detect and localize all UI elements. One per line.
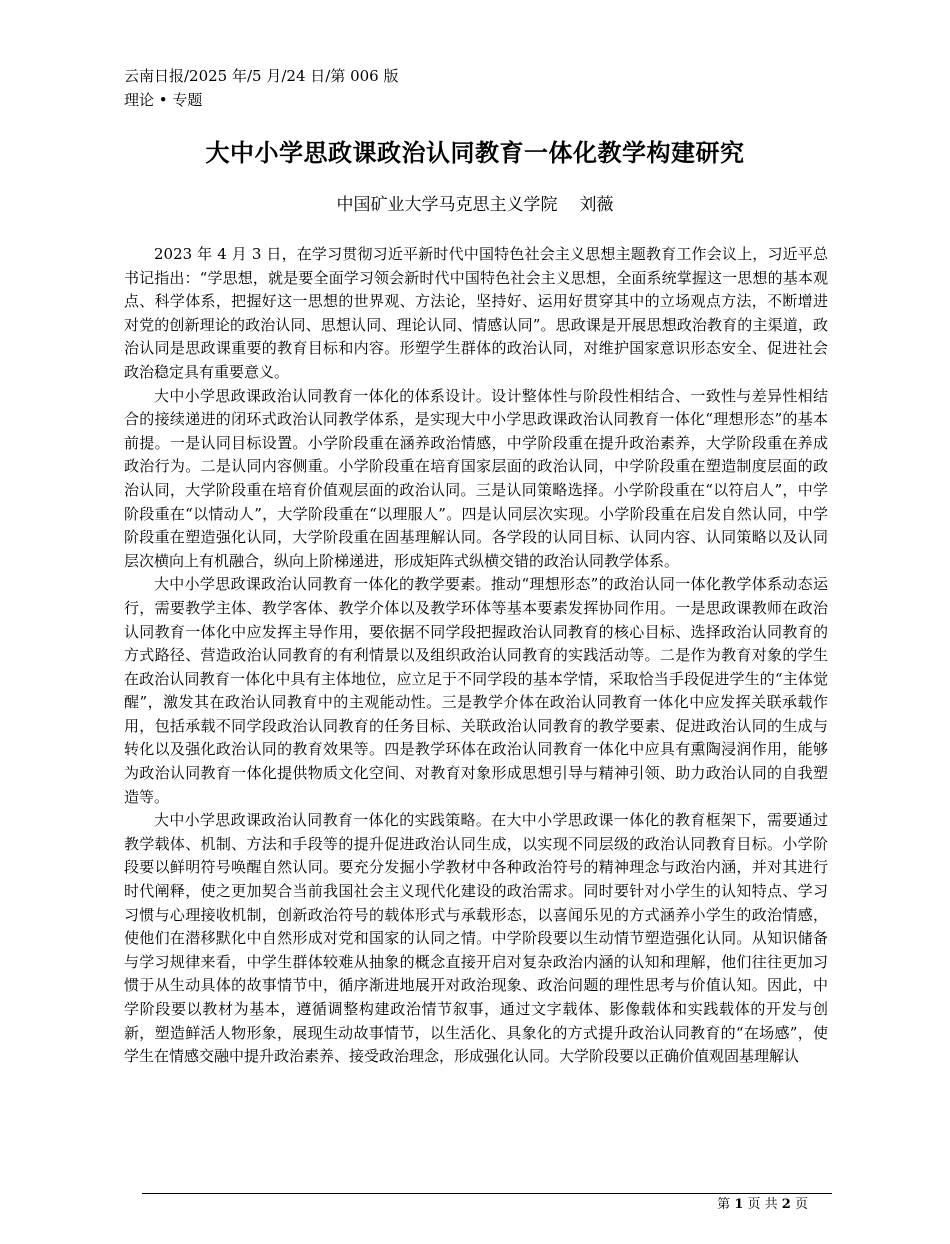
paragraph-intro: 2023 年 4 月 3 日，在学习贯彻习近平新时代中国特色社会主义思想主题教育工作会议上，习近平总书记指出：“学思想，就是要全面学习领会新时代中国特色社会主义思想，全面系统掌握这一思想的基本观点、科学体系，把握好这一思想的世界观、方法论，坚持好、运用好贯穿其中的立场观点方法，不断增进对党的创新理论的政治认同、思想认同、理论认同、情感认同”。思政课是开展思想政治教育的主渠道，政治认同是思政课重要的教育目标和内容。形塑学生群体的政治认同，对维护国家意识形态安全、促进社会政治稳定具有重要意义。 bbox=[124, 245, 828, 381]
article-body bbox=[124, 243, 828, 1069]
page-number bbox=[717, 1196, 808, 1214]
paragraph-system-design: 大中小学思政课政治认同教育一体化的体系设计。设计整体性与阶段性相结合、一致性与差异性相结合的接续递进的闭环式政治认同教学体系，是实现大中小学思政课政治认同教育一体化“理想形态”的基本前提。一是认同目标设置。小学阶段重在涵养政治情感，中学阶段重在提升政治素养，大学阶段重在养成政治行为。二是认同内容侧重。小学阶段重在培育国家层面的政治认同，中学阶段重在塑造制度层面的政治认同，大学阶段重在培育价值观层面的政治认同。三是认同策略选择。小学阶段重在“以符启人”，中学阶段重在“以情动人”，大学阶段重在“以理服人”。四是认同层次实现。小学阶段重在启发自然认同，中学阶段重在塑造强化认同，大学阶段重在固基理解认同。各学段的认同目标、认同内容、认同策略以及认同层次横向上有机融合，纵向上阶梯递进，形成矩阵式纵横交错的政治认同教学体系。 bbox=[124, 386, 828, 570]
page-total: 2 bbox=[781, 1197, 791, 1212]
paragraph-teaching-elements: 大中小学思政课政治认同教育一体化的教学要素。推动“理想形态”的政治认同一体化教学体系动态运行，需要教学主体、教学客体、教学介体以及教学环体等基本要素发挥协同作用。一是思政课教师在政治认同教育一体化中应发挥主导作用，要依据不同学段把握政治认同教育的核心目标、选择政治认同教育的方式路径、营造政治认同教育的有利情景以及组织政治认同教育的实践活动等。二是作为教育对象的学生在政治认同教育一体化中具有主体地位，应立足于不同学段的基本学情，采取恰当手段促进学生的“主体觉醒”，激发其在政治认同教育中的主观能动性。三是教学介体在政治认同教育一体化中应发挥关联承载作用，包括承载不同学段政治认同教育的任务目标、关联政治认同教育的教学要素、促进政治认同的生成与转化以及强化政治认同的教育效果等。四是教学环体在政治认同教育一体化中应具有熏陶浸润作用，能够为政治认同教育一体化提供物质文化空间、对教育对象形成思想引导与精神引领、助力政治认同的自我塑造等。 bbox=[124, 575, 828, 806]
article-title: 大中小学思政课政治认同教育一体化教学构建研究 bbox=[205, 139, 745, 167]
author-affiliation: 中国矿业大学马克思主义学院 bbox=[336, 195, 558, 215]
footer-divider bbox=[142, 1193, 832, 1194]
section-line: 理论 • 专题 bbox=[124, 91, 203, 109]
page-current: 1 bbox=[734, 1197, 744, 1212]
author-name: 刘薇 bbox=[579, 195, 614, 215]
source-line: 云南日报/2025 年/5 月/24 日/第 006 版 bbox=[124, 67, 399, 85]
page-suffix: 页 bbox=[794, 1197, 808, 1212]
byline bbox=[0, 192, 950, 218]
page-middle: 页 共 bbox=[747, 1197, 778, 1212]
page-header bbox=[124, 64, 399, 112]
paragraph-practice-strategy: 大中小学思政课政治认同教育一体化的实践策略。在大中小学思政课一体化的教育框架下，需要通过教学载体、机制、方法和手段等的提升促进政治认同生成，以实现不同层级的政治认同教育目标。小学阶段要以鲜明符号唤醒自然认同。要充分发掘小学教材中各种政治符号的精神理念与政治内涵，并对其进行时代阐释，使之更加契合当前我国社会主义现代化建设的政治需求。同时要针对小学生的认知特点、学习习惯与心理接收机制，创新政治符号的载体形式与承载形态，以喜闻乐见的方式涵养小学生的政治情感，使他们在潜移默化中自然形成对党和国家的认同之情。中学阶段要以生动情节塑造强化认同。从知识储备与学习规律来看，中学生群体较难从抽象的概念直接开启对复杂政治内涵的认知和理解，他们往往更加习惯于从生动具体的故事情节中，循序渐进地展开对政治现象、政治问题的理性思考与价值认知。因此，中学阶段要以教材为基本，遵循调整构建政治情节叙事，通过文字载体、影像载体和实践载体的开发与创新，塑造鲜活人物形象，展现生动故事情节，以生活化、具象化的方式提升政治认同教育的“在场感”，使学生在情感交融中提升政治素养、接受政治理念，形成强化认同。大学阶段要以正确价值观固基理解认 bbox=[124, 811, 828, 1066]
page-prefix: 第 bbox=[717, 1197, 731, 1212]
